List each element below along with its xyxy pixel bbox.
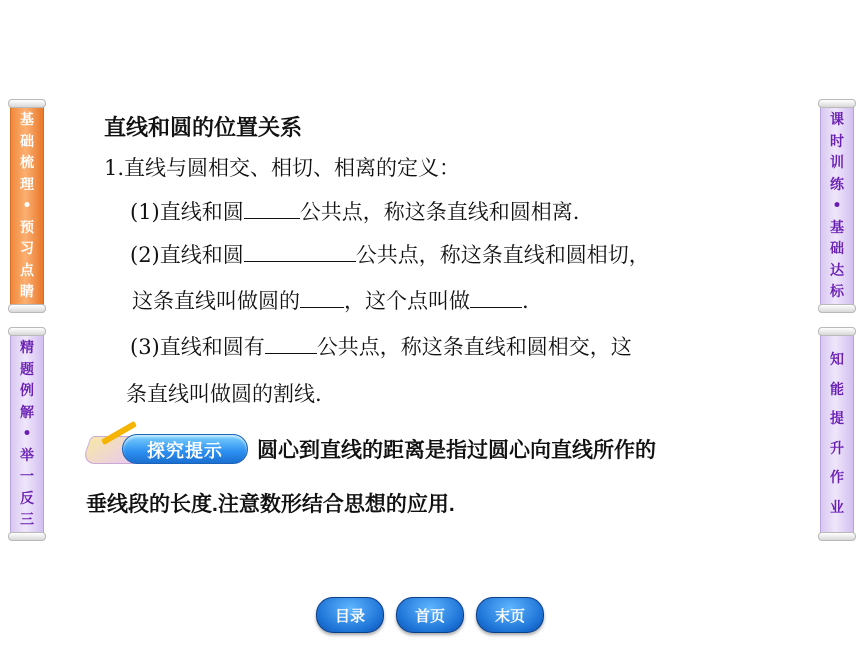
scroll-cap xyxy=(818,327,856,336)
tab-char: 业 xyxy=(830,499,844,516)
tab-label xyxy=(11,113,43,299)
tab-char: 基 xyxy=(830,219,844,236)
tab-char: 作 xyxy=(830,470,844,487)
contents-button[interactable] xyxy=(316,597,384,633)
tab-char: • xyxy=(22,198,32,214)
item-text: (1)直线和圆 xyxy=(130,200,244,224)
item-text: (3)直线和圆有 xyxy=(130,335,265,359)
fill-blank xyxy=(244,243,356,262)
scroll-cap xyxy=(818,99,856,108)
tab-char: 练 xyxy=(830,176,844,193)
tab-char: 课 xyxy=(830,112,844,128)
scroll-cap xyxy=(8,532,46,541)
tab-char: 例 xyxy=(20,383,34,399)
tab-char: 预 xyxy=(20,219,34,236)
item-text: 1.直线与圆相交、相切、相离的定义： xyxy=(104,156,461,180)
tab-label xyxy=(821,113,853,299)
fill-blank xyxy=(265,335,317,354)
tab-lesson-training[interactable] xyxy=(820,102,854,310)
fill-blank xyxy=(300,289,344,308)
definition-secant xyxy=(130,331,632,361)
first-page-button[interactable] xyxy=(396,597,464,633)
tab-char: 理 xyxy=(20,176,34,193)
scroll-cap xyxy=(8,327,46,336)
definition-intro xyxy=(104,152,460,182)
button-label: 目录 xyxy=(334,607,365,625)
tab-char: 标 xyxy=(830,284,844,300)
button-label: 首页 xyxy=(414,607,445,625)
fill-blank xyxy=(244,200,300,219)
fill-blank xyxy=(470,289,522,308)
item-text: . xyxy=(522,289,529,313)
scroll-cap xyxy=(8,304,46,313)
item-text: 这条直线叫做圆的 xyxy=(132,289,300,313)
tab-char: 训 xyxy=(830,155,844,171)
scroll-cap xyxy=(8,99,46,108)
last-page-button[interactable] xyxy=(476,597,544,633)
item-text: 公共点，称这条直线和圆相离. xyxy=(299,200,580,224)
tab-char: 三 xyxy=(20,512,34,528)
tab-label xyxy=(11,341,43,527)
tab-char: 达 xyxy=(830,262,844,279)
item-text: ，这个点叫做 xyxy=(344,289,470,313)
tab-basics-preview[interactable] xyxy=(10,102,44,310)
scroll-cap xyxy=(818,532,856,541)
definition-secant-cont xyxy=(126,378,322,408)
item-text: 公共点，称这条直线和圆相切， xyxy=(355,243,650,267)
tab-char: • xyxy=(22,426,32,442)
page-title: 直线和圆的位置关系 xyxy=(104,116,303,141)
explore-hint-badge xyxy=(86,428,254,466)
tab-char: 基 xyxy=(20,112,34,128)
tab-char: 时 xyxy=(830,133,844,150)
tab-char: 题 xyxy=(20,361,34,378)
tab-char: 础 xyxy=(20,133,34,150)
tab-char: 梳 xyxy=(20,155,34,171)
tab-char: 举 xyxy=(20,447,34,464)
tab-char: 础 xyxy=(830,241,844,257)
tab-char: 升 xyxy=(830,440,844,457)
tab-char: 提 xyxy=(830,411,844,428)
tab-char: • xyxy=(832,198,842,214)
definition-tangent-cont xyxy=(132,285,529,315)
tab-char: 解 xyxy=(20,404,34,421)
definition-disjoint xyxy=(130,196,579,226)
tab-char: 睛 xyxy=(20,284,34,300)
tab-char: 知 xyxy=(830,352,844,368)
button-label: 末页 xyxy=(494,607,525,625)
item-text: 公共点，称这条直线和圆相交，这 xyxy=(316,335,632,359)
tab-homework[interactable] xyxy=(820,330,854,538)
hint-text-line2: 垂线段的长度.注意数形结合思想的应用. xyxy=(86,493,455,516)
tab-label xyxy=(821,353,853,515)
item-text: 条直线叫做圆的割线. xyxy=(126,382,322,406)
tab-char: 反 xyxy=(20,490,34,507)
tab-examples[interactable] xyxy=(10,330,44,538)
hint-text-line1: 圆心到直线的距离是指过圆心向直线所作的 xyxy=(257,439,656,462)
hint-pill xyxy=(122,434,248,464)
tab-char: 精 xyxy=(20,340,34,356)
hint-badge-label: 探究提示 xyxy=(147,441,223,462)
scroll-cap xyxy=(818,304,856,313)
tab-char: 一 xyxy=(20,469,34,485)
tab-char: 习 xyxy=(20,241,34,257)
tab-char: 点 xyxy=(20,262,34,279)
item-text: (2)直线和圆 xyxy=(130,243,244,267)
tab-char: 能 xyxy=(830,381,844,398)
definition-tangent xyxy=(130,239,650,269)
